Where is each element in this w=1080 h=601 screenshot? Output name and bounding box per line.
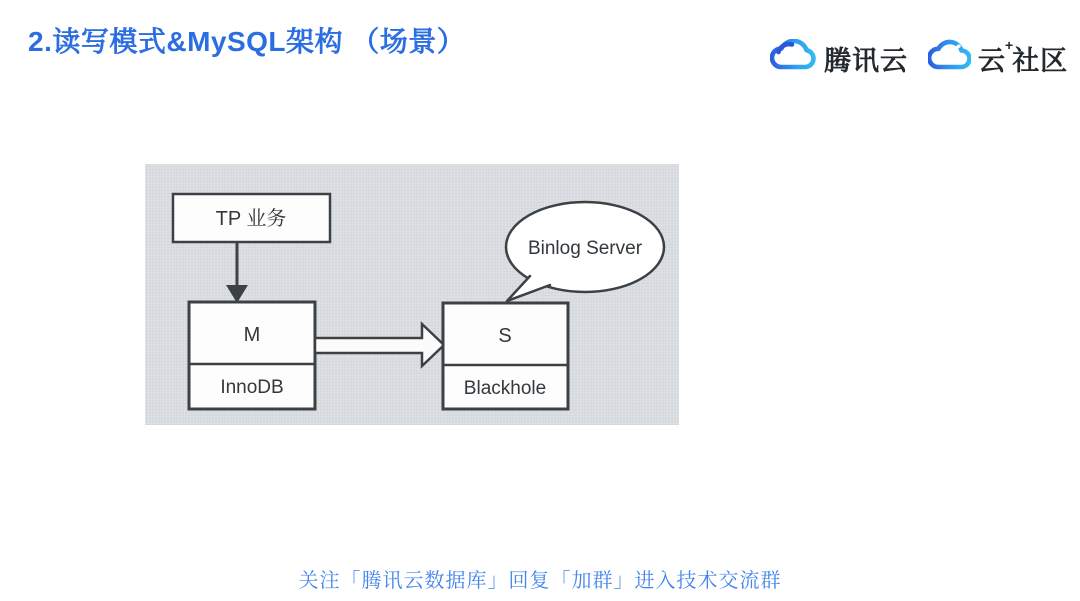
footer-note: 关注「腾讯云数据库」回复「加群」进入技术交流群 <box>298 570 782 592</box>
binlog-server-label: Binlog Server <box>527 238 643 259</box>
slave-engine-label: Blackhole <box>463 378 547 399</box>
tencent-cloud-icon <box>770 39 817 78</box>
cloud-char: 云 <box>978 46 1006 76</box>
cloud-community-icon <box>928 39 971 78</box>
cloud-community-wordmark <box>978 39 1068 78</box>
tencent-cloud-wordmark: 腾讯云 <box>824 46 908 76</box>
cloud-community-logo <box>928 39 1068 78</box>
architecture-diagram-panel <box>145 164 679 425</box>
brand-logos <box>770 39 1068 78</box>
community-chars: 社区 <box>1012 46 1069 76</box>
arrow-tp-to-master-head <box>226 285 248 303</box>
master-label: M <box>243 324 261 346</box>
architecture-diagram <box>145 164 679 425</box>
tencent-cloud-logo <box>770 39 908 78</box>
master-engine-label: InnoDB <box>220 377 284 398</box>
tp-business-label: TP 业务 <box>215 208 287 230</box>
page-title: 2.读写模式&MySQL架构 （场景） <box>28 26 466 57</box>
slave-label: S <box>498 325 512 347</box>
replication-arrow-master-to-slave <box>315 324 444 366</box>
plus-mark: + <box>1005 37 1015 53</box>
